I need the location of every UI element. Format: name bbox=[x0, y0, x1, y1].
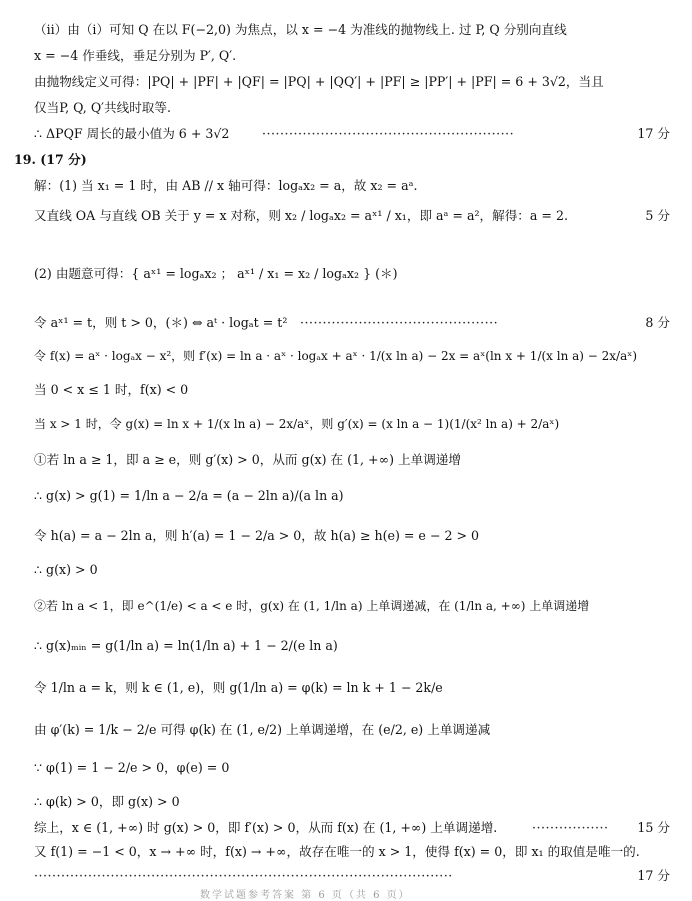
text-line bbox=[0, 792, 692, 812]
text-line bbox=[0, 98, 692, 118]
line-text: 由 φ′(k) = 1/k − 2/e 可得 φ(k) 在 (1, e/2) 上单调递增，在 (e/2, e) 上单调递减 bbox=[34, 722, 491, 737]
text-line bbox=[0, 636, 692, 656]
text-line bbox=[0, 560, 692, 580]
line-text: 19. (17 分) bbox=[14, 152, 87, 167]
line-text: 又直线 OA 与直线 OB 关于 y = x 对称，则 x₂ / logₐx₂ = aˣ¹ / x₁，即 aᵃ = a²，解得：a = 2. bbox=[34, 208, 568, 223]
text-line bbox=[0, 414, 692, 434]
text-line bbox=[0, 20, 692, 40]
text-line bbox=[0, 206, 692, 226]
line-text: 令 f(x) = aˣ · logₐx − x²，则 f′(x) = ln a · aˣ · logₐx + aˣ · 1/(x ln a) − 2x = aˣ(ln x + 1/(x ln a) − 2x/aˣ) bbox=[34, 349, 638, 363]
line-text: 又 f(1) = −1 < 0，x → +∞ 时，f(x) → +∞，故存在唯一的 x > 1，使得 f(x) = 0，即 x₁ 的取值是唯一的. bbox=[34, 844, 640, 859]
leader-dots: ············································ bbox=[300, 315, 499, 330]
line-text: 由抛物线定义可得：|PQ| + |PF| + |QF| = |PQ| + |QQ′| + |PF| ≥ |PP′| + |PF| = 6 + 3√2，当且 bbox=[34, 74, 604, 89]
text-line bbox=[0, 176, 692, 196]
score-mark: 15 分 bbox=[637, 820, 670, 835]
line-text: ②若 ln a < 1，即 e^(1/e) < a < e 时，g(x) 在 (1, 1/ln a) 上单调递减，在 (1/ln a, +∞) 上单调递增 bbox=[34, 599, 590, 613]
line-text: 令 1/ln a = k，则 k ∈ (1, e)，则 g(1/ln a) = φ(k) = ln k + 1 − 2k/e bbox=[34, 680, 443, 695]
question-heading bbox=[0, 150, 692, 170]
line-text: ∴ ΔPQF 周长的最小值为 6 + 3√2 bbox=[34, 126, 230, 141]
line-text: ①若 ln a ≥ 1，即 a ≥ e，则 g′(x) > 0，从而 g(x) 在 (1, +∞) 上单调递增 bbox=[34, 452, 461, 467]
line-text: ∴ g(x)ₘᵢₙ = g(1/ln a) = ln(1/ln a) + 1 − 2/(e ln a) bbox=[34, 638, 338, 653]
leader-dots: ················· bbox=[532, 820, 609, 835]
line-text: ∴ g(x) > 0 bbox=[34, 562, 98, 577]
text-line bbox=[0, 72, 692, 92]
text-line bbox=[0, 486, 692, 506]
leader-dots: ····························································································· bbox=[34, 868, 453, 883]
score-mark: 17 分 bbox=[637, 868, 670, 883]
text-line bbox=[0, 380, 692, 400]
text-line bbox=[0, 124, 692, 144]
leader-dots: ························································ bbox=[262, 126, 515, 141]
text-line bbox=[0, 313, 692, 333]
text-line bbox=[0, 46, 692, 66]
line-text: 综上，x ∈ (1, +∞) 时 g(x) > 0，即 f′(x) > 0，从而 f(x) 在 (1, +∞) 上单调递增. bbox=[34, 820, 498, 835]
text-line bbox=[0, 678, 692, 698]
text-line bbox=[0, 758, 692, 778]
line-text: x = −4 作垂线，垂足分别为 P′, Q′. bbox=[34, 48, 237, 63]
score-mark: 5 分 bbox=[645, 208, 670, 223]
text-line bbox=[0, 596, 692, 616]
text-line bbox=[0, 866, 692, 886]
text-line bbox=[0, 818, 692, 838]
line-text: 令 h(a) = a − 2ln a，则 h′(a) = 1 − 2/a > 0，故 h(a) ≥ h(e) = e − 2 > 0 bbox=[34, 528, 480, 543]
score-mark: 17 分 bbox=[637, 126, 670, 141]
text-line bbox=[0, 720, 692, 740]
line-text: (2) 由题意可得：{ aˣ¹ = logₐx₂ ； aˣ¹ / x₁ = x₂ / logₐx₂ } (＊) bbox=[34, 266, 398, 281]
text-line bbox=[0, 526, 692, 546]
line-text: ∵ φ(1) = 1 − 2/e > 0，φ(e) = 0 bbox=[34, 760, 230, 775]
line-text: 当 0 < x ≤ 1 时，f(x) < 0 bbox=[34, 382, 189, 397]
line-text: 解：(1) 当 x₁ = 1 时，由 AB // x 轴可得：logₐx₂ = a，故 x₂ = aᵃ. bbox=[34, 178, 418, 193]
text-line bbox=[0, 842, 692, 862]
line-text: 当 x > 1 时，令 g(x) = ln x + 1/(x ln a) − 2x/aˣ，则 g′(x) = (x ln a − 1)(1/(x² ln a) + 2/aˣ) bbox=[34, 417, 560, 431]
score-mark: 8 分 bbox=[645, 315, 670, 330]
line-text: ∴ g(x) > g(1) = 1/ln a − 2/a = (a − 2ln a)/(a ln a) bbox=[34, 488, 344, 503]
line-text: 令 aˣ¹ = t，则 t > 0，(＊) ⇔ aᵗ · logₐt = t² bbox=[34, 315, 288, 330]
line-text: （ⅱ）由（ⅰ）可知 Q 在以 F(−2,0) 为焦点，以 x = −4 为准线的抛物线上. 过 P, Q 分别向直线 bbox=[34, 22, 567, 37]
page-footer: 数学试题参考答案 第 6 页（共 6 页） bbox=[200, 890, 411, 901]
text-line bbox=[0, 450, 692, 470]
text-line bbox=[0, 264, 692, 284]
text-line bbox=[0, 346, 692, 366]
line-text: ∴ φ(k) > 0，即 g(x) > 0 bbox=[34, 794, 180, 809]
line-text: 仅当P, Q, Q′共线时取等. bbox=[34, 100, 171, 115]
